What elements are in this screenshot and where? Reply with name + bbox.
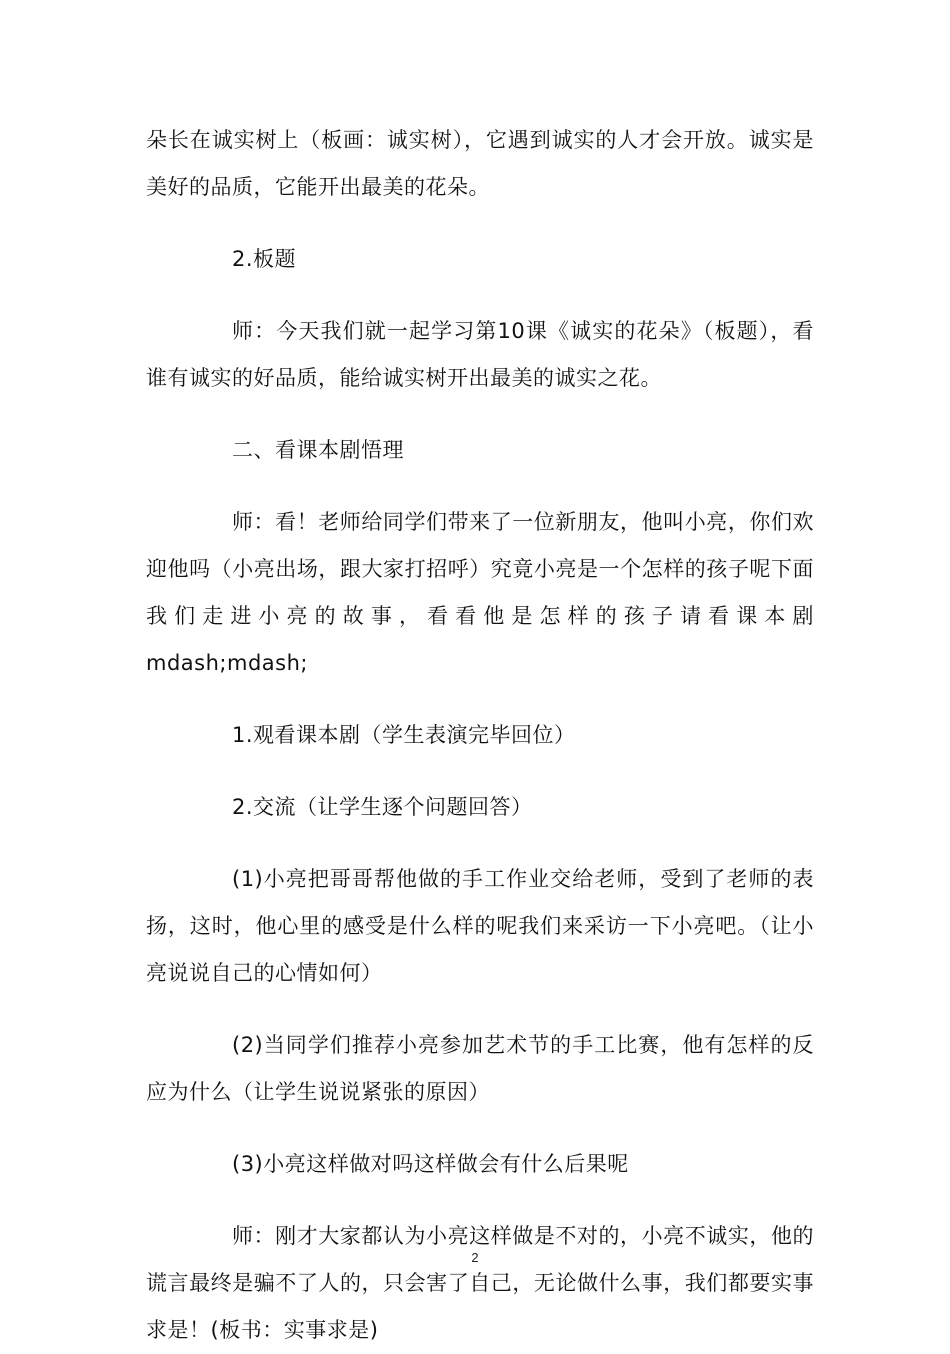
paragraph-continuation: 朵长在诚实树上（板画：诚实树），它遇到诚实的人才会开放。诚实是美好的品质，它能开出最美的花朵。 [146, 128, 814, 199]
paragraph-section-heading: 2.板题 [232, 247, 297, 271]
paragraph-section-heading: 二、看课本剧悟理 [232, 438, 404, 462]
paragraph-teacher-intro: 师：今天我们就一起学习第10课《诚实的花朵》（板题），看谁有诚实的好品质，能给诚实树开出最美的诚实之花。 [146, 319, 814, 390]
paragraph-step: 2.交流（让学生逐个问题回答） [232, 795, 533, 819]
paragraph-step: 1.观看课本剧（学生表演完毕回位） [232, 723, 576, 747]
paragraph-question: (1)小亮把哥哥帮他做的手工作业交给老师，受到了老师的表扬，这时，他心里的感受是什么样的呢我们来采访一下小亮吧。（让小亮说说自己的心情如何） [146, 867, 814, 985]
paragraph-teacher-story: 师：看！老师给同学们带来了一位新朋友，他叫小亮，你们欢迎他吗（小亮出场，跟大家打招呼）究竟小亮是一个怎样的孩子呢下面我们走进小亮的故事，看看他是怎样的孩子请看课本剧mdash;mdash; [146, 510, 814, 675]
paragraph-question: (2)当同学们推荐小亮参加艺术节的手工比赛，他有怎样的反应为什么（让学生说说紧张的原因） [146, 1033, 814, 1104]
paragraph-question: (3)小亮这样做对吗这样做会有什么后果呢 [232, 1152, 629, 1176]
page-number: 2 [471, 1250, 479, 1265]
paragraph-teacher-summary: 师：刚才大家都认为小亮这样做是不对的，小亮不诚实，他的谎言最终是骗不了人的，只会害了自己，无论做什么事，我们都要实事求是！(板书：实事求是) [146, 1224, 814, 1342]
page-body [146, 117, 814, 1354]
